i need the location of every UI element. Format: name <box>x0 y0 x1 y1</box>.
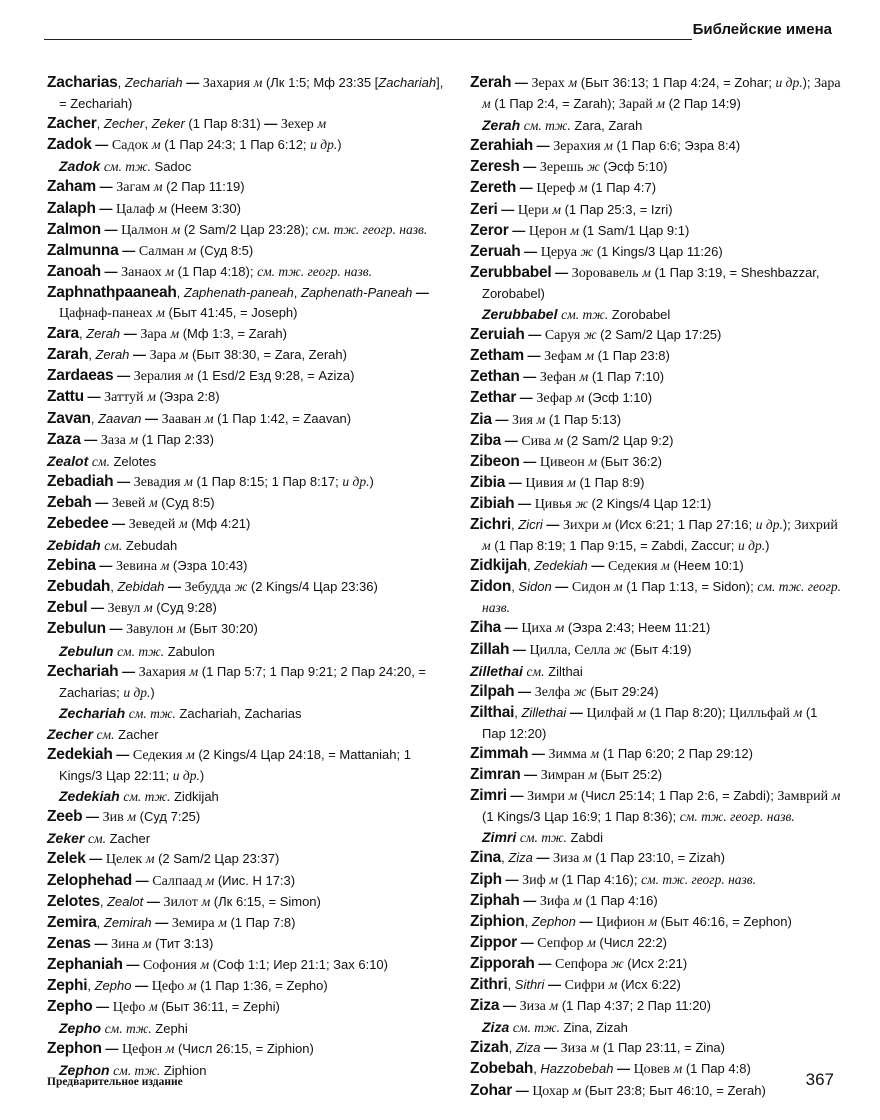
dictionary-entry: Zeresh — Зерешь ж (Эсф 5:10) <box>470 158 668 176</box>
dictionary-entry: Zephaniah — Софония м (Соф 1:1; Иер 21:1; Зах 6:10) <box>47 955 388 973</box>
cross-reference-entry: Zedekiah см. тж. Zidkijah <box>59 788 219 805</box>
dictionary-entry: Zobebah, Hazzobebah — Цовев м (1 Пар 4:8) <box>470 1060 751 1078</box>
dictionary-entry: Ziphion, Zephon — Цифион м (Быт 46:16, = Zephon) <box>470 912 792 930</box>
dictionary-entry: Zeeb — Зив м (Суд 7:25) <box>47 808 201 826</box>
dictionary-entry: Zina, Ziza — Зиза м (1 Пар 23:10, = Zizah) <box>470 849 725 867</box>
dictionary-entry: Zebulun — Завулон м (Быт 30:20) <box>47 620 258 638</box>
dictionary-entry: Zizah, Ziza — Зиза м (1 Пар 23:11, = Zina) <box>470 1039 725 1057</box>
cross-reference-entry: Ziza см. тж. Zina, Zizah <box>482 1019 628 1036</box>
dictionary-entry: Zavan, Zaavan — Зааван м (1 Пар 1:42, = Zaavan) <box>47 409 352 427</box>
dictionary-entry: Zebedee — Зеведей м (Мф 4:21) <box>47 514 251 532</box>
dictionary-entry: Zaphnathpaaneah, Zaphenath-paneah, Zaphenath-Paneah — Цафнаф-панеах м (Быт 41:45, = Joseph) <box>47 283 429 322</box>
dictionary-entry: Zohar — Цохар м (Быт 23:8; Быт 46:10, = Zerah) <box>470 1081 766 1099</box>
left-column <box>47 73 447 1082</box>
cross-reference-entry: Zephon см. тж. Ziphion <box>59 1062 207 1079</box>
dictionary-entry: Zephon — Цефон м (Числ 26:15, = Ziphion) <box>47 1040 314 1058</box>
dictionary-entry: Zerahiah — Зерахия м (1 Пар 6:6; Эзра 8:4) <box>470 137 741 155</box>
dictionary-entry: Zepho — Цефо м (Быт 36:11, = Zephi) <box>47 998 280 1016</box>
dictionary-entry: Zidon, Sidon — Сидон м (1 Пар 1:13, = Sidon); см. тж. геогр. назв. <box>470 578 841 616</box>
dictionary-entry: Ziphah — Зифа м (1 Пар 4:16) <box>470 891 658 909</box>
dictionary-entry: Zadok — Садок м (1 Пар 24:3; 1 Пар 6:12; и др.) <box>47 136 342 154</box>
cross-reference-entry: Zebulun см. тж. Zabulon <box>59 642 215 659</box>
cross-reference-entry: Zechariah см. тж. Zachariah, Zacharias <box>59 704 302 721</box>
dictionary-entry: Zardaeas — Зералия м (1 Esd/2 Езд 9:28, = Aziza) <box>47 367 355 385</box>
dictionary-entry: Zebah — Зевей м (Суд 8:5) <box>47 493 215 511</box>
dictionary-entry: Zelek — Целек м (2 Sam/2 Цар 23:37) <box>47 850 280 868</box>
dictionary-entry: Zipporah — Сепфора ж (Исх 2:21) <box>470 954 688 972</box>
dictionary-entry: Zeruiah — Саруя ж (2 Sam/2 Цар 17:25) <box>470 326 722 344</box>
dictionary-entry: Zaza — Заза м (1 Пар 2:33) <box>47 430 214 448</box>
dictionary-entry: Ziza — Зиза м (1 Пар 4:37; 2 Пар 11:20) <box>470 997 711 1015</box>
dictionary-entry: Zethar — Зефар м (Эсф 1:10) <box>470 389 653 407</box>
dictionary-entry: Zichri, Zicri — Зихри м (Исх 6:21; 1 Пар 27:16; и др.); Зихрий м (1 Пар 8:19; 1 Пар 9:15, = Zabdi, Zaccur; и др.) <box>470 515 838 554</box>
dictionary-entry: Zimmah — Зимма м (1 Пар 6:20; 2 Пар 29:12) <box>470 745 753 762</box>
cross-reference-entry: Zealot см. Zelotes <box>47 452 157 469</box>
dictionary-entry: Zacharias, Zechariah — Захария м (Лк 1:5; Мф 23:35 [Zachariah], = Zechariah) <box>47 74 444 112</box>
dictionary-entry: Zeri — Цери м (1 Пар 25:3, = Izri) <box>470 200 673 218</box>
dictionary-entry: Zerubbabel — Зоровавель м (1 Пар 3:19, = Sheshbazzar, Zorobabel) <box>470 263 820 301</box>
cross-reference-entry: Zimri см. тж. Zabdi <box>482 829 604 846</box>
dictionary-entry: Zebina — Зевина м (Эзра 10:43) <box>47 557 248 575</box>
dictionary-entry: Zaham — Загам м (2 Пар 11:19) <box>47 178 245 196</box>
dictionary-entry: Zia — Зия м (1 Пар 5:13) <box>470 410 622 428</box>
dictionary-entry: Zebul — Зевул м (Суд 9:28) <box>47 599 217 617</box>
dictionary-entry: Zattu — Заттуй м (Эзра 2:8) <box>47 388 220 406</box>
edition-note: Предварительное издание <box>47 1076 183 1088</box>
dictionary-entry: Zilthai, Zillethai — Цилфай м (1 Пар 8:20); Цилльфай м (1 Пар 12:20) <box>470 703 818 741</box>
dictionary-entry: Zalaph — Цалаф м (Неем 3:30) <box>47 199 241 217</box>
dictionary-entry: Ziph — Зиф м (1 Пар 4:16); см. тж. геогр. назв. <box>470 870 757 888</box>
dictionary-entry: Ziha — Циха м (Эзра 2:43; Неем 11:21) <box>470 619 711 637</box>
running-header-title: Библейские имена <box>692 21 832 38</box>
dictionary-entry: Zacher, Zecher, Zeker (1 Пар 8:31) — Зехер м <box>47 115 327 133</box>
dictionary-entry: Zimri — Зимри м (Числ 25:14; 1 Пар 2:6, = Zabdi); Замврий м (1 Kings/3 Цар 16:9; 1 Пар 8:36); см. тж. геогр. назв. <box>470 787 841 825</box>
dictionary-entry: Zarah, Zerah — Зара м (Быт 38:30, = Zara, Zerah) <box>47 346 347 364</box>
cross-reference-entry: Zerubbabel см. тж. Zorobabel <box>482 306 671 323</box>
dictionary-entry: Zara, Zerah — Зара м (Мф 1:3, = Zarah) <box>47 325 287 343</box>
dictionary-entry: Zillah — Цилла, Селла ж (Быт 4:19) <box>470 640 692 658</box>
page-number: 367 <box>805 1070 834 1089</box>
dictionary-entry: Zeror — Церон м (1 Sam/1 Цар 9:1) <box>470 221 690 239</box>
cross-reference-entry: Zecher см. Zacher <box>47 725 159 742</box>
dictionary-entry: Zechariah — Захария м (1 Пар 5:7; 1 Пар 9:21; 2 Пар 24:20, = Zacharias; и др.) <box>47 662 427 700</box>
cross-reference-entry: Zerah см. тж. Zara, Zarah <box>482 117 643 134</box>
dictionary-entry: Zippor — Сепфор м (Числ 22:2) <box>470 933 668 951</box>
dictionary-entry: Zelophehad — Салпаад м (Иис. Н 17:3) <box>47 871 296 889</box>
dictionary-entry: Zimran — Зимран м (Быт 25:2) <box>470 766 663 784</box>
dictionary-entry: Zithri, Sithri — Сифри м (Исх 6:22) <box>470 976 681 994</box>
right-column <box>470 73 842 1102</box>
dictionary-entry: Zerah — Зерах м (Быт 36:13; 1 Пар 4:24, = Zohar; и др.); Зара м (1 Пар 2:4, = Zarah); Зарай м (2 Пар 14:9) <box>470 74 841 113</box>
dictionary-entry: Zibia — Цивия м (1 Пар 8:9) <box>470 473 645 491</box>
dictionary-entry: Zephi, Zepho — Цефо м (1 Пар 1:36, = Zepho) <box>47 977 328 995</box>
cross-reference-entry: Zeker см. Zacher <box>47 830 151 847</box>
dictionary-entry: Zedekiah — Седекия м (2 Kings/4 Цар 24:18, = Mattaniah; 1 Kings/3 Цар 22:11; и др.) <box>47 746 411 784</box>
dictionary-entry: Zibeon — Цивеон м (Быт 36:2) <box>470 452 662 470</box>
cross-reference-entry: Zillethai см. Zilthai <box>470 662 583 679</box>
cross-reference-entry: Zadok см. тж. Sadoc <box>59 158 192 175</box>
dictionary-entry: Zilpah — Зелфа ж (Быт 29:24) <box>470 682 659 700</box>
dictionary-entry: Zidkijah, Zedekiah — Седекия м (Неем 10:1) <box>470 557 744 575</box>
dictionary-entry: Zenas — Зина м (Тит 3:13) <box>47 934 214 952</box>
dictionary-entry: Zethan — Зефан м (1 Пар 7:10) <box>470 368 665 386</box>
dictionary-entry: Zebudah, Zebidah — Зебудда ж (2 Kings/4 Цар 23:36) <box>47 578 378 596</box>
header-rule <box>44 39 692 40</box>
dictionary-entry: Zalmunna — Салман м (Суд 8:5) <box>47 241 254 259</box>
dictionary-entry: Zereth — Цереф м (1 Пар 4:7) <box>470 179 657 197</box>
dictionary-entry: Zanoah — Занаох м (1 Пар 4:18); см. тж. геогр. назв. <box>47 262 373 280</box>
dictionary-entry: Zibiah — Цивья ж (2 Kings/4 Цар 12:1) <box>470 494 712 512</box>
dictionary-entry: Zeruah — Церуа ж (1 Kings/3 Цар 11:26) <box>470 242 723 260</box>
dictionary-entry: Zemira, Zemirah — Земира м (1 Пар 7:8) <box>47 913 296 931</box>
dictionary-entry: Zetham — Зефам м (1 Пар 23:8) <box>470 347 670 365</box>
cross-reference-entry: Zebidah см. Zebudah <box>47 537 178 554</box>
dictionary-entry: Ziba — Сива м (2 Sam/2 Цар 9:2) <box>470 431 674 449</box>
dictionary-entry: Zebadiah — Зевадия м (1 Пар 8:15; 1 Пар 8:17; и др.) <box>47 472 374 490</box>
dictionary-entry: Zalmon — Цалмон м (2 Sam/2 Цар 23:28); см. тж. геогр. назв. <box>47 220 428 238</box>
dictionary-entry: Zelotes, Zealot — Зилот м (Лк 6:15, = Simon) <box>47 892 321 910</box>
cross-reference-entry: Zepho см. тж. Zephi <box>59 1020 188 1037</box>
